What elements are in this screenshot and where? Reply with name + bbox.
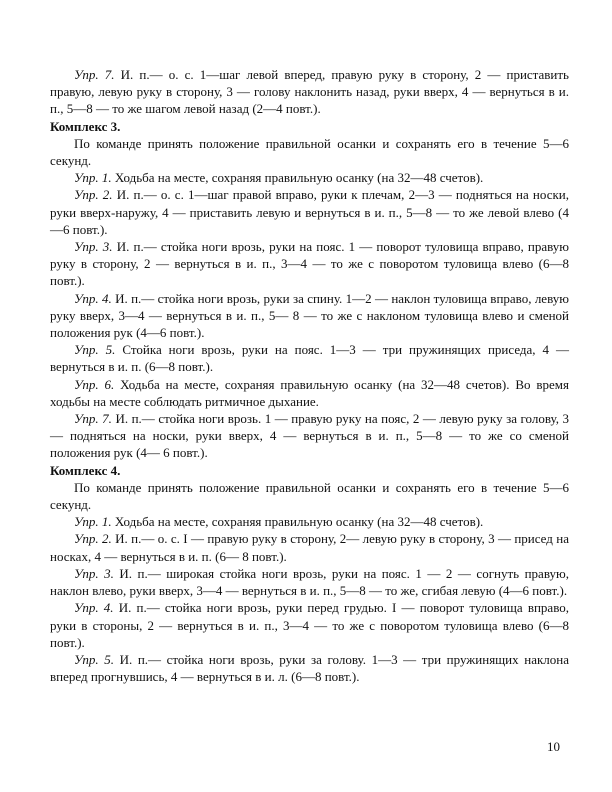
exercise-text: Стойка ноги врозь, руки на пояс. 1—3 — три пружинящих приседа, 4 — вернуться в и. п. (6—8 повт.). (50, 342, 570, 375)
exercise-paragraph (50, 651, 569, 685)
exercise-paragraph (50, 186, 569, 238)
exercise-label: Упр. 2. (74, 187, 113, 203)
instruction-paragraph (50, 135, 569, 169)
instruction-paragraph (50, 479, 569, 513)
exercise-paragraph (50, 530, 569, 564)
page-number: 10 (547, 739, 560, 754)
exercise-paragraph (50, 599, 569, 651)
exercise-paragraph (50, 565, 569, 599)
exercise-text: И. п.— стойка ноги врозь, руки перед грудью. I — поворот туловища вправо, руки в стороны, 2 — вернуться в и. п., 3—4 — то же с поворотом туловища влево (6—8 повт.). (50, 600, 569, 650)
exercise-paragraph (50, 169, 569, 186)
exercise-label: Упр. 1. (74, 170, 112, 186)
page-content (50, 66, 569, 685)
exercise-paragraph (50, 238, 569, 290)
exercise-paragraph (50, 513, 569, 530)
exercise-label: Упр. 5. (74, 342, 116, 358)
exercise-text: И. п.— стойка ноги врозь, руки за спину. 1—2 — наклон туловища вправо, левую руку вверх, 3—4 — вернуться в и. п., 5— 8 — то же с наклоном туловища влево и сменой положения рук (4—6 повт.). (50, 290, 569, 341)
exercise-text: И. п.— стойка ноги врозь, руки на пояс. 1 — поворот туловища вправо, правую руку в сторону, 2 — вернуться в и. п., 3—4 — то же с поворотом туловища влево (6—8 повт.). (50, 239, 569, 289)
exercise-label: Упр. 2. (74, 531, 112, 547)
exercise-paragraph (50, 290, 569, 342)
exercise-text: Ходьба на месте, сохраняя правильную осанку (на 32—48 счетов). Во время ходьбы на месте соблюдать ритмичное дыхание. (50, 376, 569, 409)
exercise-label: Упр. 7. (74, 67, 115, 82)
exercise-label: Упр. 4. (74, 600, 114, 616)
instruction-text: По команде принять положение правильной осанки и сохранять его в течение 5—6 секунд. (50, 135, 569, 169)
exercise-paragraph (50, 410, 569, 462)
exercise-text: И. п.— широкая стойка ноги врозь, руки на пояс. 1 — 2 — согнуть правую, наклон влево, руки вверх, 3—4 — вернуться в и. п., 5—8 — то же, сгибая левую (4—6 повт.). (50, 565, 569, 599)
exercise-label: Упр. 3. (74, 239, 113, 255)
exercise-text: Ходьба на месте, сохраняя правильную осанку (на 32—48 счетов). (111, 514, 484, 530)
exercise-text: Ходьба на месте, сохраняя правильную осанку (на 32—48 счетов). (111, 170, 484, 186)
exercise-paragraph (50, 376, 569, 410)
instruction-text: По команде принять положение правильной осанки и сохранять его в течение 5—6 секунд. (50, 479, 569, 513)
complex-heading: Комплекс 4. (50, 462, 121, 478)
exercise-paragraph (50, 66, 569, 118)
exercise-text: И. п.— о. с. 1—шаг правой вправо, руки к плечам, 2—3 — подняться на носки, руки вверх-наружу, 4 — приставить левую и вернуться в и. п., 5—8 — то же левой влево (4—6 повт.). (50, 187, 570, 237)
exercise-label: Упр. 4. (74, 290, 112, 306)
exercise-text: И. п.— о. с. I — правую руку в сторону, 2— левую руку в сторону, 3 — присед на носках, 4 — вернуться в и. п. (6— 8 повт.). (50, 531, 569, 564)
exercise-text: И. п.— стойка ноги врозь. 1 — правую руку на пояс, 2 — левую руку за голову, 3 — подняться на носки, руки вверх, 4 — вернуться в и. п., 5—8 — то же со сменой положения рук (4— 6 повт.). (50, 411, 570, 461)
exercise-text: И. п.— о. с. 1—шаг левой вперед, правую руку в сторону, 2 — приставить правую, левую руку в сторону, 3 — голову наклонить назад, руки вверх, 4 — вернуться в и. п., 5—8 — то же шагом левой назад (2—4 повт.). (50, 67, 569, 117)
exercise-paragraph (50, 341, 569, 375)
exercise-label: Упр. 1. (74, 514, 112, 530)
exercise-label: Упр. 6. (74, 376, 115, 392)
exercise-text: И. п.— стойка ноги врозь, руки за голову. 1—3 — три пружинящих наклона вперед прогнувшись, 4 — вернуться в и. л. (6—8 повт.). (50, 651, 570, 685)
exercise-label: Упр. 3. (74, 565, 114, 581)
complex-heading: Комплекс 3. (50, 118, 121, 134)
exercise-label: Упр. 7. (74, 411, 112, 427)
exercise-label: Упр. 5. (74, 651, 114, 667)
